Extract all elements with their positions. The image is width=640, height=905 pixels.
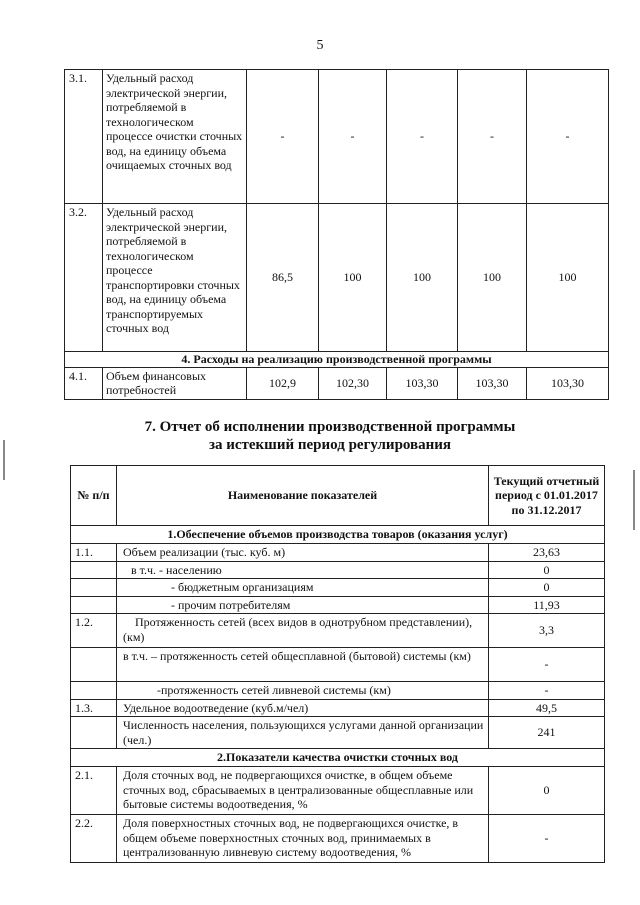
value-cell: 241 [489,717,605,749]
table-row [71,815,605,863]
row-number: 3.2. [65,204,103,352]
table-row [71,699,605,717]
value-cell: - [527,70,609,204]
indicator-name: -протяженность сетей ливневой системы (км) [117,682,489,700]
value-cell: 3,3 [489,614,605,648]
row-number: 2.1. [71,767,117,815]
value-cell: 100 [319,204,387,352]
indicator-name: - прочим потребителям [117,596,489,614]
value-cell: 102,9 [247,367,319,399]
column-header-number: № п/п [71,466,117,526]
section-heading [0,418,640,454]
value-cell: 11,93 [489,596,605,614]
value-cell: 0 [489,767,605,815]
indicator-name: в т.ч. – протяженность сетей общесплавной (бытовой) системы (км) [117,648,489,682]
value-cell: - [489,648,605,682]
row-number: 1.1. [71,544,117,562]
value-cell: - [458,70,527,204]
indicator-name: Протяженность сетей (всех видов в однотрубном представлении), (км) [117,614,489,648]
row-number: 3.1. [65,70,103,204]
indicator-name: Объем реализации (тыс. куб. м) [117,544,489,562]
value-cell: - [319,70,387,204]
value-cell: 86,5 [247,204,319,352]
row-number: 1.3. [71,699,117,717]
heading-line-1: 7. Отчет об исполнении производственной программы [144,419,516,435]
table-row [65,367,609,399]
indicator-name: Удельный расход электрической энергии, потребляемой в технологическом процессе очистки сточных вод, на единицу объема очищаемых сточных вод [103,70,247,204]
scan-edge-mark [633,470,635,530]
table-row [71,717,605,749]
value-cell: 100 [458,204,527,352]
value-cell: - [247,70,319,204]
row-number [71,579,117,597]
value-cell: 102,30 [319,367,387,399]
table-row [71,561,605,579]
page-number: 5 [316,38,324,53]
table-row [71,648,605,682]
indicator-name: в т.ч. - населению [117,561,489,579]
program-report-table [70,465,605,863]
heading-line-2: за истекший период регулирования [208,437,452,453]
section-row [65,352,609,368]
value-cell: 23,63 [489,544,605,562]
value-cell: - [387,70,458,204]
value-cell: 103,30 [527,367,609,399]
value-cell: 0 [489,579,605,597]
indicators-table-continued [64,69,609,400]
row-number [71,596,117,614]
value-cell: 103,30 [387,367,458,399]
scan-edge-mark [3,440,5,480]
row-number: 2.2. [71,815,117,863]
table-row [65,204,609,352]
indicator-name: Численность населения, пользующихся услугами данной организации (чел.) [117,717,489,749]
indicator-name: Доля поверхностных сточных вод, не подвергающихся очистке, в общем объеме поверхностных сточных вод, принимаемых в централизованную ливневую систему водоотведения, % [117,815,489,863]
section-row [71,526,605,544]
row-number [71,648,117,682]
value-cell: 0 [489,561,605,579]
table-row [71,767,605,815]
section-title: 4. Расходы на реализацию производственной программы [65,352,609,368]
table-row [65,70,609,204]
column-header-name: Наименование показателей [117,466,489,526]
row-number [71,561,117,579]
value-cell: - [489,682,605,700]
section-row [71,749,605,767]
indicator-name: Доля сточных вод, не подвергающихся очистке, в общем объеме сточных вод, сбрасываемых в централизованные общесплавные или бытовые системы водоотведения, % [117,767,489,815]
indicator-name: - бюджетным организациям [117,579,489,597]
row-number: 4.1. [65,367,103,399]
table-row [71,682,605,700]
column-header-period: Текущий отчетный период с 01.01.2017 по 31.12.2017 [489,466,605,526]
value-cell: 103,30 [458,367,527,399]
row-number [71,682,117,700]
section-title: 2.Показатели качества очистки сточных вод [71,749,605,767]
table-header-row [71,466,605,526]
indicator-name: Удельный расход электрической энергии, потребляемой в технологическом процессе транспортировки сточных вод, на единицу объема транспортируемых сточных вод [103,204,247,352]
table-row [71,614,605,648]
table-row [71,544,605,562]
table-row [71,596,605,614]
section-title: 1.Обеспечение объемов производства товаров (оказания услуг) [71,526,605,544]
value-cell: 49,5 [489,699,605,717]
indicator-name: Объем финансовых потребностей [103,367,247,399]
value-cell: 100 [387,204,458,352]
value-cell: - [489,815,605,863]
table-row [71,579,605,597]
indicator-name: Удельное водоотведение (куб.м/чел) [117,699,489,717]
row-number [71,717,117,749]
row-number: 1.2. [71,614,117,648]
value-cell: 100 [527,204,609,352]
